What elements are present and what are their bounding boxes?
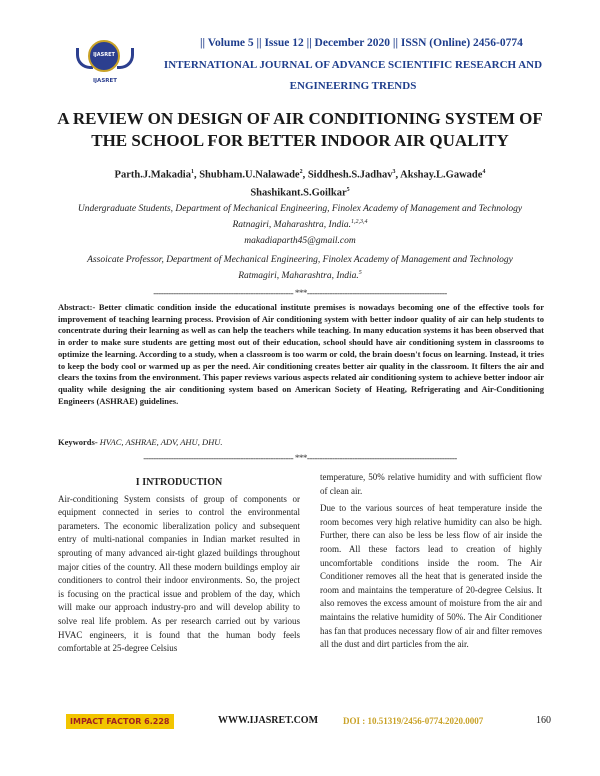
column-right xyxy=(320,471,542,656)
body-paragraph: Air-conditioning System consists of group of components or equipment connected in series to control the environmental parameters. The economic liberalization policy and subsequent entry of multi-national companies in Indian market resulted in sprouting of many advanced air-tight glazed buildings throughout major cities of the country. All these modern buildings employ air conditioners to control their indoor environments. So, the project is focusing on the practical issue and problem of the day, which will make our approach industry-pro and will develop ability to solve real life problem. As per research carried out by various HVAC engineers, it is found that the human body feels comfortable at 25-degree Celsius xyxy=(58,493,300,654)
author-list: Parth.J.Makadia$^1$, Shubham.U.Nalawade$^2$, Siddhesh.S.Jadhav$^3$, Akshay.L.Gawade$^4$ Shashikant.S.Goilkar$^5$ xyxy=(114,169,486,198)
journal-logo xyxy=(76,38,134,96)
affiliation-text: Assoicate Professor, Department of Mechanical Engineering, Finolex Academy of Management and Technology Ratmagiri, Maharashtra, India. xyxy=(87,255,513,282)
author-sup: 4 xyxy=(482,169,486,175)
keywords xyxy=(58,437,544,447)
issue-line: || Volume 5 || Issue 12 || December 2020 || ISSN (Online) 2456-0774 xyxy=(200,37,523,49)
impact-factor-badge: IMPACT FACTOR 6.228 xyxy=(66,714,174,729)
body-paragraph: temperature, 50% relative humidity and with sufficient flow of clean air. xyxy=(320,472,542,496)
author-name: Akshay.L.Gawade xyxy=(400,169,483,181)
section-heading: I INTRODUCTION xyxy=(135,477,223,488)
page-number: 160 xyxy=(536,715,551,726)
author-name: Shubham.U.Nalawade xyxy=(199,169,300,181)
keywords-value: HVAC, ASHRAE, ADV, AHU, DHU. xyxy=(97,437,223,447)
logo-badge xyxy=(88,40,120,72)
separator-bottom: ------------------------------------------------------------ ***------------------------------------------------------------ xyxy=(143,453,457,463)
author-name: Shashikant.S.Goilkar xyxy=(250,187,347,198)
author-sup: 5 xyxy=(346,186,350,193)
affiliation-sup: 5 xyxy=(358,270,362,276)
affiliation-professor xyxy=(70,254,530,283)
affiliation-text: Undergraduate Students, Department of Mechanical Engineering, Finolex Academy of Management and Technology Ratnagiri, Maharashtra, India. xyxy=(77,204,523,231)
author-name: Parth.J.Makadia xyxy=(114,169,191,181)
doi-text: DOI : 10.51319/2456-0774.2020.0007 xyxy=(343,716,484,726)
author-sup: 1 xyxy=(190,169,194,175)
abstract: Abstract:- Better climatic condition inside the educational institute premises is nowadays becoming one of the effective tools for improvement of teaching learning process. Provision of Air conditioning system with better indoor quality of air can help students to concentrate during their learning as well as can help the teachers while teaching. In many education systems it has been observed that in order to make sure students are getting most out of their education, school should have air conditioning system in classrooms to optimize the learning. According to a study, when a classroom is too warm or cold, the brain doesn't focus on learning. Instead, it tries to keep the body cool or warmed up as per the need. Air conditioning creates better air quality in the classroom. It filters the air and clears the toxins from the environment. This paper reviews various aspects related air conditioning system to achieve better indoor air quality while designing the air conditioning system based on American Society of Heating, Refrigerating and Air-Conditioning Engineers (ASHRAE) guidelines. xyxy=(58,302,544,406)
column-left xyxy=(58,476,300,660)
author-sup: 2 xyxy=(299,169,303,175)
author-sup: 3 xyxy=(392,169,396,175)
separator-top: -------------------------------------------------------- ***-------------------------------------------------------- xyxy=(153,288,447,298)
page-footer xyxy=(0,714,600,730)
keywords-label: Keywords- xyxy=(58,437,98,447)
body-paragraph: Due to the various sources of heat temperature inside the room becomes very high relative humidity can also be high. Further, there can also be less be less flow of air inside the room. All these factors lead to creation of highly uncomfortable conditions inside the room. The Air Conditioner removes all the heat that is generated inside the room and maintains the temperature of 20-degree Celsius. It also removes the excess amount of moisture from the air and maintains the relative humidity of 50%. The Air Conditioner has fan that produces necessary flow of air and filter removes all the dust and dirt particles from the air. xyxy=(320,503,542,650)
journal-name: INTERNATIONAL JOURNAL OF ADVANCE SCIENTIFIC RESEARCH AND ENGINEERING TRENDS xyxy=(163,59,543,92)
logo-label: IJASRET xyxy=(92,78,118,84)
affiliation-students xyxy=(70,203,530,232)
journal-website: WWW.IJASRET.COM xyxy=(218,715,319,726)
affiliation-sup: 1,2,3,4 xyxy=(351,219,368,225)
logo-badge-text: IJASRET xyxy=(93,52,115,58)
author-name: Siddhesh.S.Jadhav xyxy=(307,169,393,181)
author-email: makadiaparth45@gmail.com xyxy=(244,236,356,246)
paper-title: A REVIEW ON DESIGN OF AIR CONDITIONING SYSTEM OF THE SCHOOL FOR BETTER INDOOR AIR QUALITY xyxy=(57,109,543,150)
